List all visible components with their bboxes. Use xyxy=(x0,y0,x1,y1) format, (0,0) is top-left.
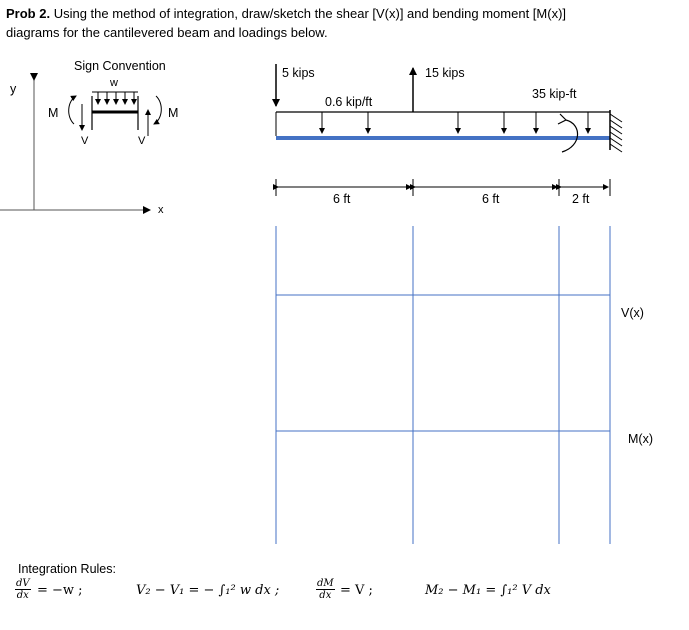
axis-x-label: x xyxy=(158,204,164,216)
rule4: M₂ − M₁ = ∫₁² V dx xyxy=(425,583,551,598)
coordinate-axes xyxy=(0,80,150,210)
moment-load-label: 35 kip-ft xyxy=(532,87,577,101)
rule1-rhs: = −w ; xyxy=(37,583,83,598)
problem-statement-line2: diagrams for the cantilevered beam and loadings below. xyxy=(6,25,328,40)
rule1-numerator: dV xyxy=(16,578,30,589)
dimension-label-3: 2 ft xyxy=(572,192,590,206)
sign-convention-m-right: M xyxy=(168,106,179,120)
sign-convention-element xyxy=(69,92,162,136)
rule3-fraction xyxy=(316,578,335,601)
rule1-denominator: dx xyxy=(16,590,29,601)
problem-statement-line1: Using the method of integration, draw/sketch the shear [V(x)] and bending moment [M(x)] xyxy=(53,6,567,21)
rule1-fraction xyxy=(15,578,31,601)
sign-convention-v-left: V xyxy=(81,135,89,147)
sign-convention-m-left: M xyxy=(48,106,59,120)
moment-diagram-label: M(x) xyxy=(628,432,653,446)
rule3-numerator: dM xyxy=(317,578,334,589)
dimension-lines xyxy=(276,179,610,196)
load-15-kips-label: 15 kips xyxy=(425,66,465,80)
dimension-label-2: 6 ft xyxy=(482,192,500,206)
distributed-load-label: 0.6 kip/ft xyxy=(325,95,373,109)
distributed-load-arrows xyxy=(322,112,588,133)
rule3-denominator: dx xyxy=(319,590,332,601)
rule3-rhs: = V ; xyxy=(340,583,373,598)
shear-diagram-label: V(x) xyxy=(621,306,644,320)
rule2: V₂ − V₁ = − ∫₁² w dx ; xyxy=(136,583,280,598)
fixed-support xyxy=(610,110,622,152)
diagram-grid xyxy=(276,226,610,544)
sign-convention-v-right: V xyxy=(138,135,146,147)
problem-label: Prob 2. xyxy=(6,6,51,21)
sign-convention-title: Sign Convention xyxy=(74,59,166,73)
beam-member xyxy=(276,136,610,140)
sign-convention-w-label: w xyxy=(110,77,118,89)
load-5-kips-label: 5 kips xyxy=(282,66,315,80)
dimension-label-1: 6 ft xyxy=(333,192,351,206)
axis-y-label: y xyxy=(10,82,17,96)
integration-rules-title: Integration Rules: xyxy=(18,562,116,576)
